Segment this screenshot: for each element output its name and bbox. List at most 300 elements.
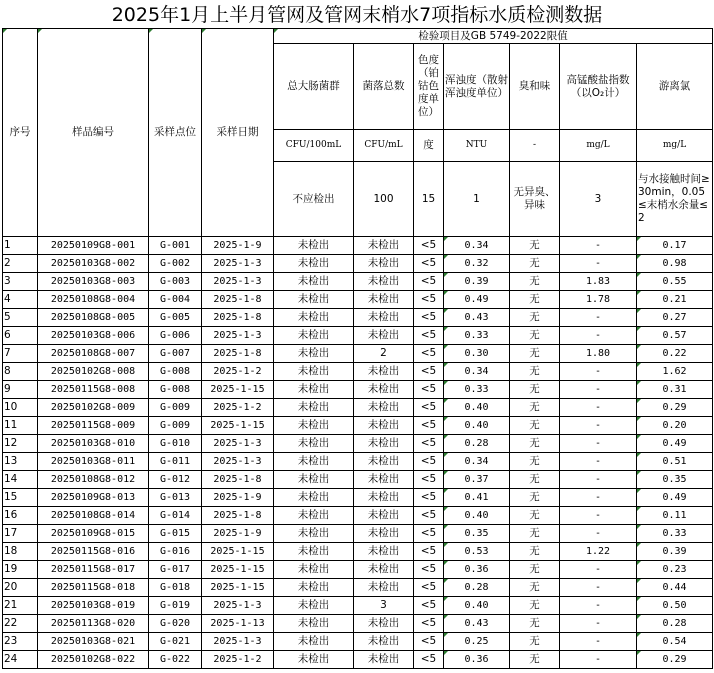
cell-colony: 未检出 xyxy=(354,543,414,561)
cell-color: <5 xyxy=(414,237,444,255)
cell-site: G-003 xyxy=(149,273,202,291)
cell-coli: 未检出 xyxy=(274,435,354,453)
cell-date: 2025-1-15 xyxy=(202,561,274,579)
cell-seq: 23 xyxy=(3,633,38,651)
cell-chlorine: 0.49 xyxy=(637,489,713,507)
table-row xyxy=(3,561,713,579)
cell-cod: - xyxy=(560,399,637,417)
water-quality-table xyxy=(2,28,713,669)
cell-turbidity: 0.34 xyxy=(444,453,510,471)
cell-date: 2025-1-9 xyxy=(202,237,274,255)
table-row xyxy=(3,453,713,471)
cell-odor: 无 xyxy=(510,363,560,381)
cell-sample-no: 20250115G8-018 xyxy=(38,579,149,597)
cell-sample-no: 20250103G8-019 xyxy=(38,597,149,615)
cell-sample-no: 20250103G8-021 xyxy=(38,633,149,651)
cell-turbidity: 0.36 xyxy=(444,651,510,669)
cell-sample-no: 20250103G8-002 xyxy=(38,255,149,273)
cell-date: 2025-1-2 xyxy=(202,363,274,381)
cell-odor: 无 xyxy=(510,579,560,597)
cell-color: <5 xyxy=(414,345,444,363)
cell-odor: 无 xyxy=(510,453,560,471)
cell-coli: 未检出 xyxy=(274,453,354,471)
cell-cod: - xyxy=(560,489,637,507)
cell-site: G-020 xyxy=(149,615,202,633)
cell-colony: 未检出 xyxy=(354,453,414,471)
cell-turbidity: 0.34 xyxy=(444,237,510,255)
table-row xyxy=(3,363,713,381)
cell-color: <5 xyxy=(414,561,444,579)
cell-colony: 未检出 xyxy=(354,309,414,327)
cell-cod: - xyxy=(560,255,637,273)
cell-cod: - xyxy=(560,453,637,471)
cell-cod: - xyxy=(560,471,637,489)
cell-odor: 无 xyxy=(510,651,560,669)
cell-chlorine: 0.49 xyxy=(637,435,713,453)
cell-turbidity: 0.40 xyxy=(444,399,510,417)
cell-colony: 未检出 xyxy=(354,399,414,417)
cell-coli: 未检出 xyxy=(274,489,354,507)
table-row xyxy=(3,291,713,309)
cell-date: 2025-1-9 xyxy=(202,525,274,543)
cell-color: <5 xyxy=(414,327,444,345)
cell-seq: 16 xyxy=(3,507,38,525)
cell-turbidity: 0.28 xyxy=(444,579,510,597)
cell-colony: 未检出 xyxy=(354,633,414,651)
cell-site: G-011 xyxy=(149,453,202,471)
cell-odor: 无 xyxy=(510,471,560,489)
cell-turbidity: 0.40 xyxy=(444,507,510,525)
item-limit-coli: 不应检出 xyxy=(274,162,354,237)
cell-seq: 15 xyxy=(3,489,38,507)
cell-cod: - xyxy=(560,237,637,255)
cell-sample-no: 20250103G8-006 xyxy=(38,327,149,345)
cell-date: 2025-1-3 xyxy=(202,255,274,273)
cell-colony: 未检出 xyxy=(354,417,414,435)
table-row xyxy=(3,255,713,273)
cell-turbidity: 0.33 xyxy=(444,381,510,399)
cell-site: G-017 xyxy=(149,561,202,579)
table-row xyxy=(3,597,713,615)
cell-seq: 21 xyxy=(3,597,38,615)
cell-sample-no: 20250115G8-017 xyxy=(38,561,149,579)
cell-coli: 未检出 xyxy=(274,561,354,579)
header-sample-no: 样品编号 xyxy=(38,29,149,237)
cell-site: G-021 xyxy=(149,633,202,651)
cell-color: <5 xyxy=(414,399,444,417)
cell-sample-no: 20250108G8-007 xyxy=(38,345,149,363)
cell-odor: 无 xyxy=(510,507,560,525)
cell-site: G-009 xyxy=(149,399,202,417)
cell-turbidity: 0.40 xyxy=(444,597,510,615)
cell-seq: 3 xyxy=(3,273,38,291)
item-name-odor: 臭和味 xyxy=(510,44,560,130)
cell-site: G-018 xyxy=(149,579,202,597)
cell-odor: 无 xyxy=(510,291,560,309)
cell-color: <5 xyxy=(414,597,444,615)
cell-coli: 未检出 xyxy=(274,345,354,363)
cell-cod: 1.83 xyxy=(560,273,637,291)
cell-coli: 未检出 xyxy=(274,651,354,669)
cell-odor: 无 xyxy=(510,417,560,435)
cell-site: G-007 xyxy=(149,345,202,363)
cell-sample-no: 20250103G8-011 xyxy=(38,453,149,471)
table-row xyxy=(3,309,713,327)
cell-sample-no: 20250102G8-008 xyxy=(38,363,149,381)
cell-date: 2025-1-3 xyxy=(202,597,274,615)
cell-odor: 无 xyxy=(510,345,560,363)
cell-date: 2025-1-8 xyxy=(202,471,274,489)
cell-chlorine: 1.62 xyxy=(637,363,713,381)
cell-seq: 20 xyxy=(3,579,38,597)
table-row xyxy=(3,381,713,399)
cell-site: G-016 xyxy=(149,543,202,561)
cell-color: <5 xyxy=(414,615,444,633)
cell-coli: 未检出 xyxy=(274,597,354,615)
item-limit-turbidity: 1 xyxy=(444,162,510,237)
cell-color: <5 xyxy=(414,435,444,453)
cell-cod: 1.78 xyxy=(560,291,637,309)
cell-colony: 未检出 xyxy=(354,363,414,381)
cell-coli: 未检出 xyxy=(274,579,354,597)
table-row xyxy=(3,507,713,525)
cell-color: <5 xyxy=(414,525,444,543)
cell-odor: 无 xyxy=(510,525,560,543)
cell-site: G-004 xyxy=(149,291,202,309)
cell-site: G-013 xyxy=(149,489,202,507)
cell-odor: 无 xyxy=(510,435,560,453)
item-name-chlorine: 游离氯 xyxy=(637,44,713,130)
table-row xyxy=(3,651,713,669)
cell-turbidity: 0.49 xyxy=(444,291,510,309)
cell-date: 2025-1-15 xyxy=(202,417,274,435)
cell-coli: 未检出 xyxy=(274,273,354,291)
cell-colony: 未检出 xyxy=(354,435,414,453)
cell-cod: - xyxy=(560,579,637,597)
cell-turbidity: 0.39 xyxy=(444,273,510,291)
cell-odor: 无 xyxy=(510,237,560,255)
cell-turbidity: 0.43 xyxy=(444,615,510,633)
cell-color: <5 xyxy=(414,417,444,435)
table-row xyxy=(3,399,713,417)
cell-chlorine: 0.21 xyxy=(637,291,713,309)
cell-color: <5 xyxy=(414,381,444,399)
table-row xyxy=(3,543,713,561)
cell-colony: 未检出 xyxy=(354,489,414,507)
item-name-turbidity: 浑浊度（散射浑浊度单位） xyxy=(444,44,510,130)
cell-seq: 2 xyxy=(3,255,38,273)
cell-coli: 未检出 xyxy=(274,633,354,651)
cell-coli: 未检出 xyxy=(274,255,354,273)
cell-coli: 未检出 xyxy=(274,399,354,417)
cell-turbidity: 0.40 xyxy=(444,417,510,435)
cell-site: G-001 xyxy=(149,237,202,255)
cell-date: 2025-1-3 xyxy=(202,453,274,471)
cell-seq: 11 xyxy=(3,417,38,435)
cell-sample-no: 20250109G8-015 xyxy=(38,525,149,543)
cell-coli: 未检出 xyxy=(274,543,354,561)
item-unit-turbidity: NTU xyxy=(444,130,510,162)
cell-turbidity: 0.41 xyxy=(444,489,510,507)
cell-sample-no: 20250115G8-016 xyxy=(38,543,149,561)
cell-chlorine: 0.39 xyxy=(637,543,713,561)
cell-cod: - xyxy=(560,507,637,525)
cell-chlorine: 0.54 xyxy=(637,633,713,651)
cell-cod: - xyxy=(560,651,637,669)
cell-seq: 6 xyxy=(3,327,38,345)
cell-odor: 无 xyxy=(510,309,560,327)
cell-cod: - xyxy=(560,363,637,381)
cell-date: 2025-1-3 xyxy=(202,327,274,345)
cell-colony: 未检出 xyxy=(354,381,414,399)
cell-date: 2025-1-8 xyxy=(202,309,274,327)
cell-sample-no: 20250115G8-009 xyxy=(38,417,149,435)
cell-coli: 未检出 xyxy=(274,237,354,255)
cell-colony: 未检出 xyxy=(354,291,414,309)
cell-seq: 22 xyxy=(3,615,38,633)
cell-odor: 无 xyxy=(510,399,560,417)
cell-color: <5 xyxy=(414,453,444,471)
item-limit-cod: 3 xyxy=(560,162,637,237)
cell-colony: 未检出 xyxy=(354,651,414,669)
cell-sample-no: 20250102G8-009 xyxy=(38,399,149,417)
cell-color: <5 xyxy=(414,309,444,327)
cell-coli: 未检出 xyxy=(274,525,354,543)
cell-date: 2025-1-3 xyxy=(202,633,274,651)
item-name-cod: 高锰酸盐指数（以O₂计） xyxy=(560,44,637,130)
cell-date: 2025-1-15 xyxy=(202,543,274,561)
cell-cod: - xyxy=(560,327,637,345)
cell-site: G-010 xyxy=(149,435,202,453)
cell-date: 2025-1-9 xyxy=(202,489,274,507)
cell-color: <5 xyxy=(414,507,444,525)
cell-chlorine: 0.17 xyxy=(637,237,713,255)
item-unit-chlorine: mg/L xyxy=(637,130,713,162)
cell-turbidity: 0.28 xyxy=(444,435,510,453)
cell-coli: 未检出 xyxy=(274,615,354,633)
cell-site: G-014 xyxy=(149,507,202,525)
cell-chlorine: 0.44 xyxy=(637,579,713,597)
cell-odor: 无 xyxy=(510,543,560,561)
table-row xyxy=(3,633,713,651)
cell-odor: 无 xyxy=(510,561,560,579)
table-row xyxy=(3,489,713,507)
cell-chlorine: 0.50 xyxy=(637,597,713,615)
cell-site: G-006 xyxy=(149,327,202,345)
cell-chlorine: 0.29 xyxy=(637,651,713,669)
cell-chlorine: 0.11 xyxy=(637,507,713,525)
cell-colony: 未检出 xyxy=(354,615,414,633)
cell-coli: 未检出 xyxy=(274,507,354,525)
cell-site: G-012 xyxy=(149,471,202,489)
cell-date: 2025-1-13 xyxy=(202,615,274,633)
cell-odor: 无 xyxy=(510,273,560,291)
cell-color: <5 xyxy=(414,633,444,651)
item-name-color: 色度（铂钴色度单位） xyxy=(414,44,444,130)
cell-chlorine: 0.27 xyxy=(637,309,713,327)
cell-cod: - xyxy=(560,417,637,435)
item-unit-color: 度 xyxy=(414,130,444,162)
cell-odor: 无 xyxy=(510,633,560,651)
cell-chlorine: 0.33 xyxy=(637,525,713,543)
item-name-colony: 菌落总数 xyxy=(354,44,414,130)
cell-seq: 8 xyxy=(3,363,38,381)
cell-turbidity: 0.43 xyxy=(444,309,510,327)
table-row xyxy=(3,615,713,633)
cell-coli: 未检出 xyxy=(274,327,354,345)
cell-sample-no: 20250115G8-008 xyxy=(38,381,149,399)
item-unit-coli: CFU/100mL xyxy=(274,130,354,162)
item-limit-odor: 无异臭、异味 xyxy=(510,162,560,237)
cell-turbidity: 0.25 xyxy=(444,633,510,651)
cell-date: 2025-1-3 xyxy=(202,273,274,291)
document-title: 2025年1月上半月管网及管网末梢水7项指标水质检测数据 xyxy=(111,4,603,26)
cell-sample-no: 20250103G8-010 xyxy=(38,435,149,453)
cell-sample-no: 20250103G8-003 xyxy=(38,273,149,291)
cell-sample-no: 20250109G8-001 xyxy=(38,237,149,255)
cell-turbidity: 0.30 xyxy=(444,345,510,363)
cell-chlorine: 0.51 xyxy=(637,453,713,471)
cell-turbidity: 0.36 xyxy=(444,561,510,579)
table-row xyxy=(3,327,713,345)
cell-cod: - xyxy=(560,561,637,579)
cell-site: G-002 xyxy=(149,255,202,273)
item-unit-cod: mg/L xyxy=(560,130,637,162)
cell-seq: 14 xyxy=(3,471,38,489)
cell-site: G-022 xyxy=(149,651,202,669)
cell-turbidity: 0.53 xyxy=(444,543,510,561)
cell-site: G-009 xyxy=(149,417,202,435)
table-row xyxy=(3,471,713,489)
cell-colony: 未检出 xyxy=(354,471,414,489)
cell-color: <5 xyxy=(414,579,444,597)
cell-date: 2025-1-15 xyxy=(202,381,274,399)
cell-seq: 9 xyxy=(3,381,38,399)
table-row xyxy=(3,237,713,255)
cell-turbidity: 0.32 xyxy=(444,255,510,273)
cell-coli: 未检出 xyxy=(274,381,354,399)
cell-coli: 未检出 xyxy=(274,309,354,327)
cell-seq: 4 xyxy=(3,291,38,309)
cell-sample-no: 20250102G8-022 xyxy=(38,651,149,669)
item-name-coli: 总大肠菌群 xyxy=(274,44,354,130)
cell-odor: 无 xyxy=(510,489,560,507)
cell-chlorine: 0.22 xyxy=(637,345,713,363)
cell-color: <5 xyxy=(414,255,444,273)
cell-odor: 无 xyxy=(510,381,560,399)
cell-color: <5 xyxy=(414,489,444,507)
cell-seq: 18 xyxy=(3,543,38,561)
table-row xyxy=(3,417,713,435)
cell-cod: - xyxy=(560,615,637,633)
header-group: 检验项目及GB 5749-2022限值 xyxy=(274,29,713,44)
cell-seq: 7 xyxy=(3,345,38,363)
cell-sample-no: 20250108G8-012 xyxy=(38,471,149,489)
cell-seq: 13 xyxy=(3,453,38,471)
cell-cod: - xyxy=(560,381,637,399)
cell-site: G-015 xyxy=(149,525,202,543)
cell-site: G-008 xyxy=(149,363,202,381)
cell-coli: 未检出 xyxy=(274,363,354,381)
cell-color: <5 xyxy=(414,543,444,561)
cell-color: <5 xyxy=(414,651,444,669)
cell-color: <5 xyxy=(414,273,444,291)
table-row xyxy=(3,435,713,453)
cell-colony: 3 xyxy=(354,597,414,615)
header-date: 采样日期 xyxy=(202,29,274,237)
cell-colony: 未检出 xyxy=(354,579,414,597)
cell-chlorine: 0.31 xyxy=(637,381,713,399)
cell-date: 2025-1-15 xyxy=(202,579,274,597)
cell-seq: 5 xyxy=(3,309,38,327)
cell-chlorine: 0.57 xyxy=(637,327,713,345)
cell-date: 2025-1-2 xyxy=(202,651,274,669)
cell-colony: 未检出 xyxy=(354,255,414,273)
cell-seq: 19 xyxy=(3,561,38,579)
cell-sample-no: 20250113G8-020 xyxy=(38,615,149,633)
cell-color: <5 xyxy=(414,363,444,381)
cell-site: G-005 xyxy=(149,309,202,327)
cell-date: 2025-1-8 xyxy=(202,507,274,525)
cell-date: 2025-1-8 xyxy=(202,291,274,309)
cell-coli: 未检出 xyxy=(274,471,354,489)
header-seq: 序号 xyxy=(3,29,38,237)
cell-chlorine: 0.98 xyxy=(637,255,713,273)
cell-cod: - xyxy=(560,309,637,327)
cell-colony: 未检出 xyxy=(354,237,414,255)
cell-sample-no: 20250109G8-013 xyxy=(38,489,149,507)
table-row xyxy=(3,273,713,291)
cell-sample-no: 20250108G8-014 xyxy=(38,507,149,525)
cell-seq: 12 xyxy=(3,435,38,453)
cell-cod: - xyxy=(560,633,637,651)
cell-chlorine: 0.55 xyxy=(637,273,713,291)
header-site: 采样点位 xyxy=(149,29,202,237)
cell-cod: - xyxy=(560,597,637,615)
cell-turbidity: 0.37 xyxy=(444,471,510,489)
table-row xyxy=(3,579,713,597)
cell-cod: - xyxy=(560,435,637,453)
cell-date: 2025-1-2 xyxy=(202,399,274,417)
cell-sample-no: 20250108G8-005 xyxy=(38,309,149,327)
cell-colony: 未检出 xyxy=(354,525,414,543)
cell-sample-no: 20250108G8-004 xyxy=(38,291,149,309)
cell-cod: 1.80 xyxy=(560,345,637,363)
cell-colony: 未检出 xyxy=(354,327,414,345)
item-limit-colony: 100 xyxy=(354,162,414,237)
cell-colony: 未检出 xyxy=(354,561,414,579)
cell-site: G-019 xyxy=(149,597,202,615)
cell-seq: 1 xyxy=(3,237,38,255)
cell-seq: 10 xyxy=(3,399,38,417)
cell-turbidity: 0.35 xyxy=(444,525,510,543)
cell-chlorine: 0.29 xyxy=(637,399,713,417)
cell-chlorine: 0.35 xyxy=(637,471,713,489)
cell-seq: 17 xyxy=(3,525,38,543)
cell-date: 2025-1-3 xyxy=(202,435,274,453)
item-unit-colony: CFU/mL xyxy=(354,130,414,162)
cell-chlorine: 0.28 xyxy=(637,615,713,633)
table-row xyxy=(3,525,713,543)
cell-turbidity: 0.33 xyxy=(444,327,510,345)
cell-color: <5 xyxy=(414,471,444,489)
cell-colony: 未检出 xyxy=(354,273,414,291)
cell-coli: 未检出 xyxy=(274,417,354,435)
cell-seq: 24 xyxy=(3,651,38,669)
cell-site: G-008 xyxy=(149,381,202,399)
item-limit-chlorine: 与水接触时间≥30min，0.05≤末梢水余量≤2 xyxy=(637,162,713,237)
cell-colony: 2 xyxy=(354,345,414,363)
